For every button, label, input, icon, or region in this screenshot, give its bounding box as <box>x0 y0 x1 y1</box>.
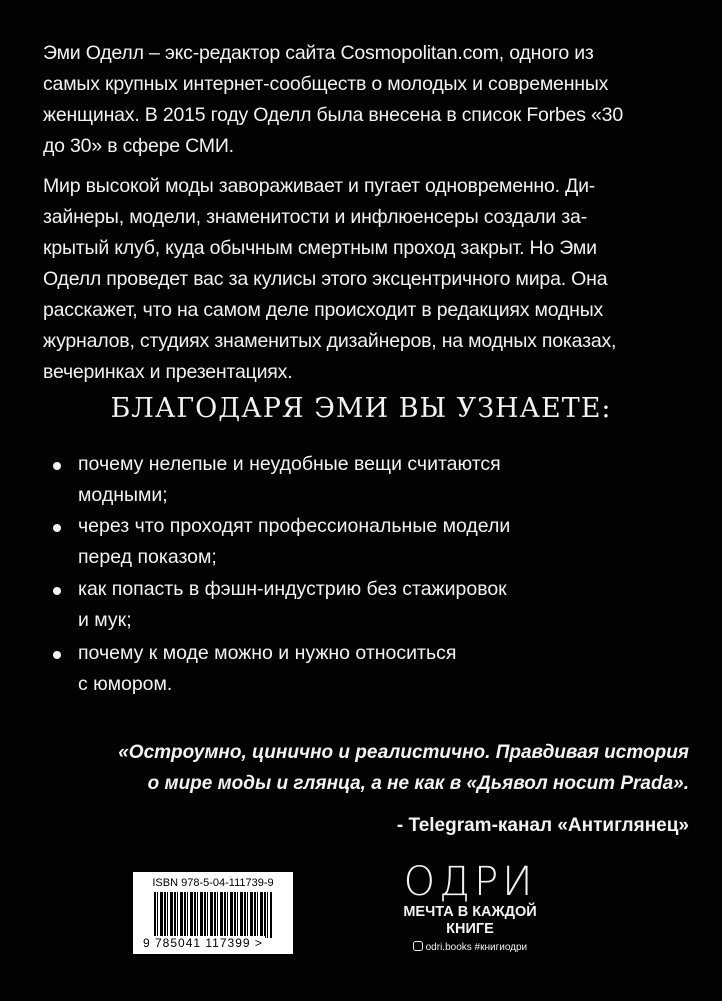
section-heading: БЛАГОДАРЯ ЭМИ ВЫ УЗНАЕТЕ: <box>110 393 612 424</box>
barcode-digits: 9 785041 117399 > <box>143 936 263 950</box>
barcode-bars <box>154 892 272 938</box>
bullet-text: и мук; <box>78 609 132 631</box>
isbn-number: ISBN 978-5-04-111739-9 <box>152 877 274 889</box>
bullet-text: перед показом; <box>78 546 217 568</box>
social-handle: odri.books #книгиодри <box>425 942 528 953</box>
publisher-name: ОДРИ <box>403 859 537 905</box>
instagram-icon <box>413 941 423 951</box>
text-line: Оделл проведет вас за кулисы этого эксцентричного мира. Она <box>43 268 608 290</box>
text-line: зайнеры, модели, знаменитости и инфлюенсеры создали за- <box>43 206 587 228</box>
bullet-icon <box>53 524 61 532</box>
bullet-icon <box>53 587 61 595</box>
quote-line: «Остроумно, цинично и реалистично. Правдивая история <box>118 742 689 763</box>
tagline-line: КНИГЕ <box>446 921 494 937</box>
quote-attribution: - Telegram-канал «Антиглянец» <box>396 815 689 836</box>
bullet-text: почему нелепые и неудобные вещи считаются <box>78 453 501 475</box>
bullet-text: как попасть в фэшн-индустрию без стажировок <box>78 578 507 600</box>
bullet-text: с юмором. <box>78 673 173 695</box>
text-line: Эми Оделл – экс-редактор сайта Cosmopolitan.com, одного из <box>43 42 594 64</box>
publisher-logo <box>350 860 590 953</box>
bullet-text: через что проходят профессиональные модели <box>78 515 511 537</box>
bullet-text: модными; <box>78 484 168 506</box>
text-line: крытый клуб, куда обычным смертным проход закрыт. Но Эми <box>43 237 597 259</box>
text-line: самых крупных интернет-сообществ о молодых и современных <box>43 73 609 95</box>
text-line: женщинах. В 2015 году Оделл была внесена в список Forbes «30 <box>43 104 623 126</box>
publisher-tagline <box>350 904 590 938</box>
tagline-line: МЕЧТА В КАЖДОЙ <box>403 904 537 920</box>
text-line: журналов, студиях знаменитых дизайнеров, на модных показах, <box>43 330 617 352</box>
quote-line: о мире моды и глянца, а не как в «Дьявол носит Prada». <box>147 773 689 794</box>
bullet-text: почему к моде можно и нужно относиться <box>78 642 457 664</box>
text-line: до 30» в сфере СМИ. <box>43 135 234 157</box>
text-line: расскажет, что на самом деле происходит в редакциях модных <box>43 299 604 321</box>
publisher-social <box>350 941 590 953</box>
isbn-barcode <box>133 872 293 954</box>
text-line: Мир высокой моды завораживает и пугает одновременно. Ди- <box>43 175 596 197</box>
bullet-icon <box>53 462 61 470</box>
bullet-icon <box>53 651 61 659</box>
text-line: вечеринках и презентациях. <box>43 361 293 383</box>
